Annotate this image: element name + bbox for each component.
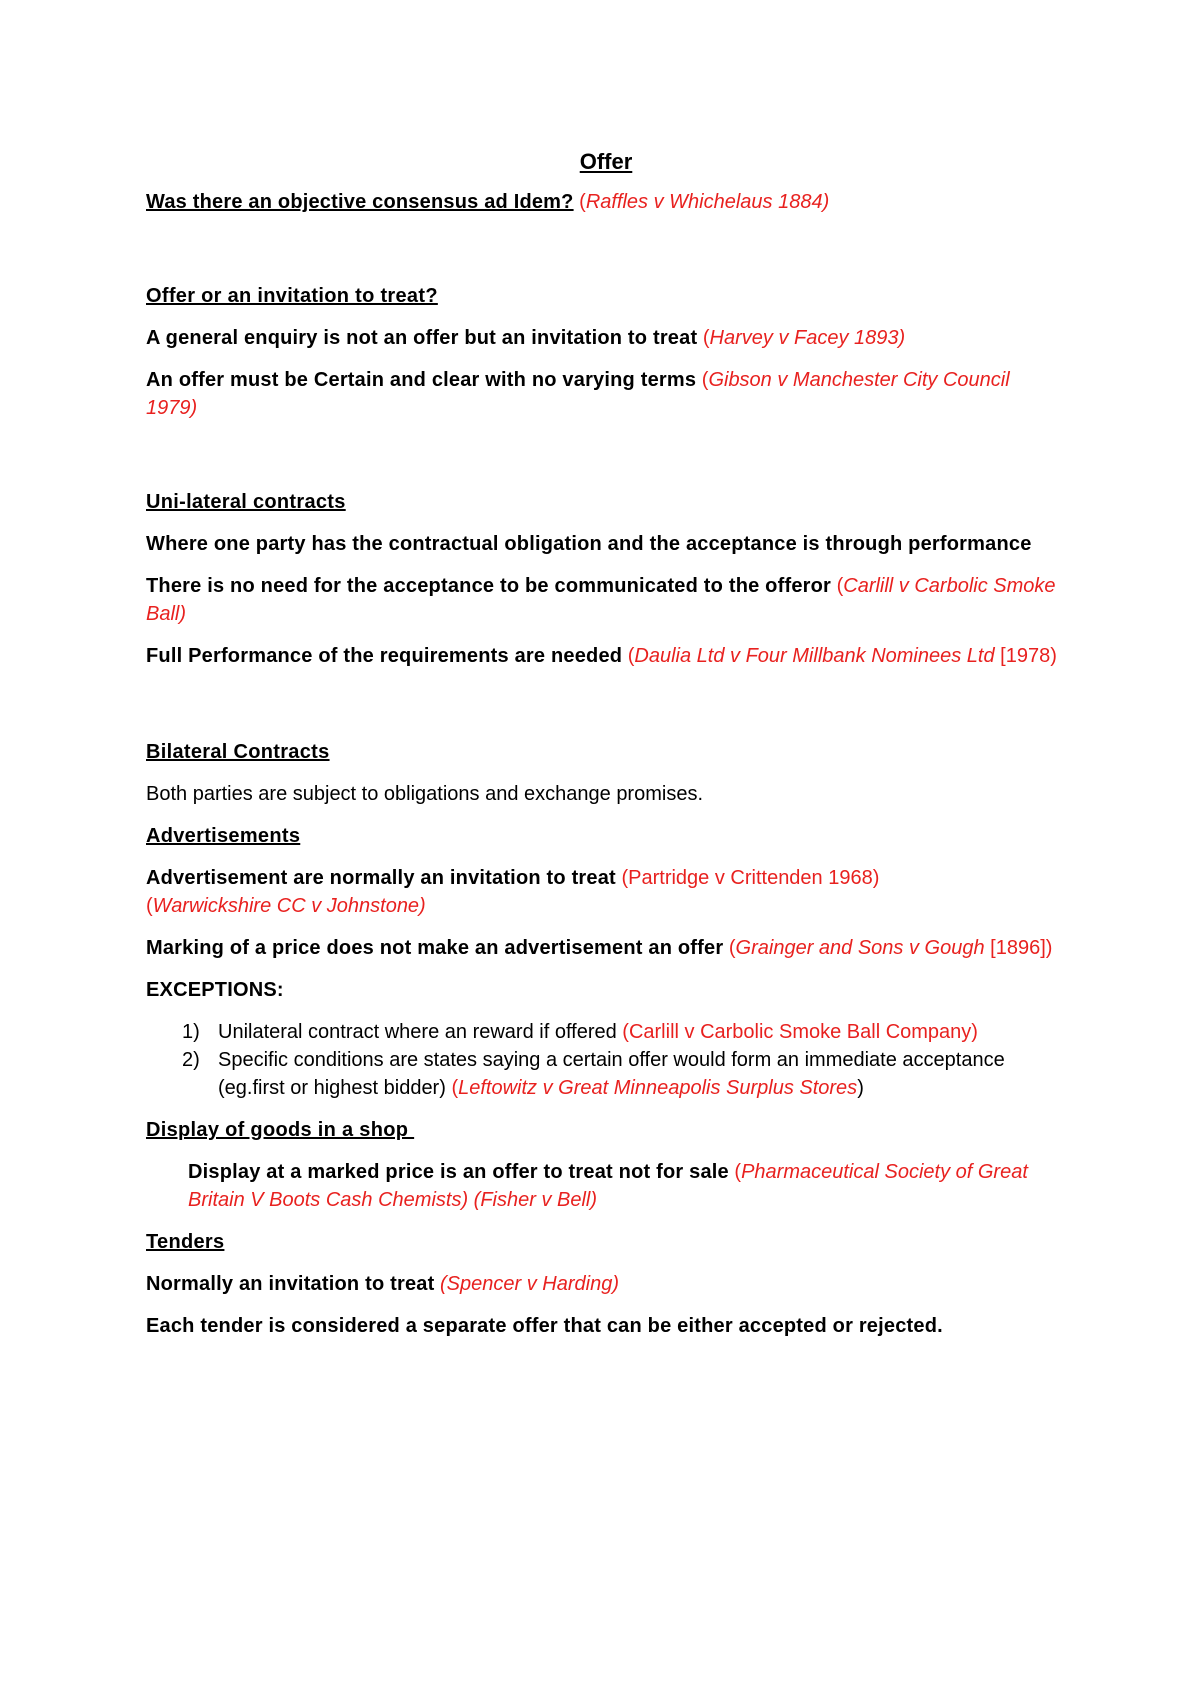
item-text: Specific conditions are states saying a certain offer would form an immediate acceptance (eg.first or highest bidder) [218,1049,1005,1099]
case-citation: Harvey v Facey 1893) [709,327,906,349]
case-citation: Grainger and Sons v Gough [735,937,985,959]
paren: ( [622,645,635,667]
paren: ( [146,895,153,917]
paren: ( [728,1161,742,1183]
section-heading-offer: Offer or an invitation to treat? [146,285,438,307]
tender-point-1 [146,1270,1066,1298]
point-text: Where one party has the contractual obligation and the acceptance is through performance [146,533,1032,555]
point-text: Marking of a price does not make an advertisement an offer [146,937,724,959]
display-point [188,1158,1066,1214]
unilateral-point-1 [146,530,1066,558]
section-heading-unilateral: Uni-lateral contracts [146,491,346,513]
case-citation: Raffles v Whichelaus 1884) [585,191,830,213]
unilateral-point-2 [146,572,1066,628]
point-text: Each tender is considered a separate offer that can be either accepted or rejected. [146,1315,943,1337]
list-item [182,1018,1066,1046]
paren: ( [723,937,736,959]
paren: ( [831,575,844,597]
paren: ( [573,191,586,213]
list-item [182,1046,1066,1102]
paren: ( [697,327,710,349]
bilateral-text: Both parties are subject to obligations and exchange promises. [146,783,704,805]
section-heading-tenders: Tenders [146,1231,225,1253]
advert-point-1 [146,864,1066,920]
document-body [146,148,1066,1354]
point-text: An offer must be Certain and clear with no varying terms [146,369,697,391]
point-text: There is no need for the acceptance to be communicated to the offeror [146,575,832,597]
item-text: Unilateral contract where an reward if offered [218,1021,617,1043]
unilateral-point-3 [146,642,1066,670]
section-heading-bilateral: Bilateral Contracts [146,741,330,763]
case-citation: Carlill v Carbolic Smoke Ball) [146,575,1056,625]
section-heading-advertisements: Advertisements [146,825,301,847]
case-citation: Gibson v Manchester City Council 1979) [146,369,1010,419]
page-title: Offer [579,149,633,174]
case-year: [1978) [994,645,1057,667]
tender-point-2 [146,1312,1066,1340]
consensus-heading: Was there an objective consensus ad Idem? [146,191,574,213]
section-heading-display: Display of goods in a shop [146,1119,415,1141]
exceptions-list [146,1018,1066,1102]
point-text: Display at a marked price is an offer to treat not for sale [188,1161,729,1183]
case-citation: (Partridge v Crittenden 1968) [615,867,880,889]
list-number: 1) [182,1021,200,1043]
paren: ( [445,1077,459,1099]
advert-point-2 [146,934,1066,962]
point-text: Full Performance of the requirements are needed [146,645,623,667]
exceptions-label: EXCEPTIONS: [146,979,284,1001]
point-text: Normally an invitation to treat [146,1273,435,1295]
paren: ) [857,1077,864,1099]
case-citation: Warwickshire CC v Johnstone) [152,895,426,917]
offer-point-1 [146,324,1066,352]
case-citation: Pharmaceutical Society of Great Britain V Boots Cash Chemists) (Fisher v Bell) [188,1161,1028,1211]
case-citation: (Spencer v Harding) [434,1273,619,1295]
offer-point-2 [146,366,1066,422]
point-text: A general enquiry is not an offer but an invitation to treat [146,327,698,349]
consensus-question [146,188,1066,216]
case-citation: (Carlill v Carbolic Smoke Ball Company) [616,1021,978,1043]
paren: ( [696,369,709,391]
point-text: Advertisement are normally an invitation to treat [146,867,616,889]
case-citation: Daulia Ltd v Four Millbank Nominees Ltd [634,645,995,667]
case-year: [1896]) [984,937,1053,959]
list-number: 2) [182,1049,200,1071]
case-citation: Leftowitz v Great Minneapolis Surplus Stores [458,1077,858,1099]
